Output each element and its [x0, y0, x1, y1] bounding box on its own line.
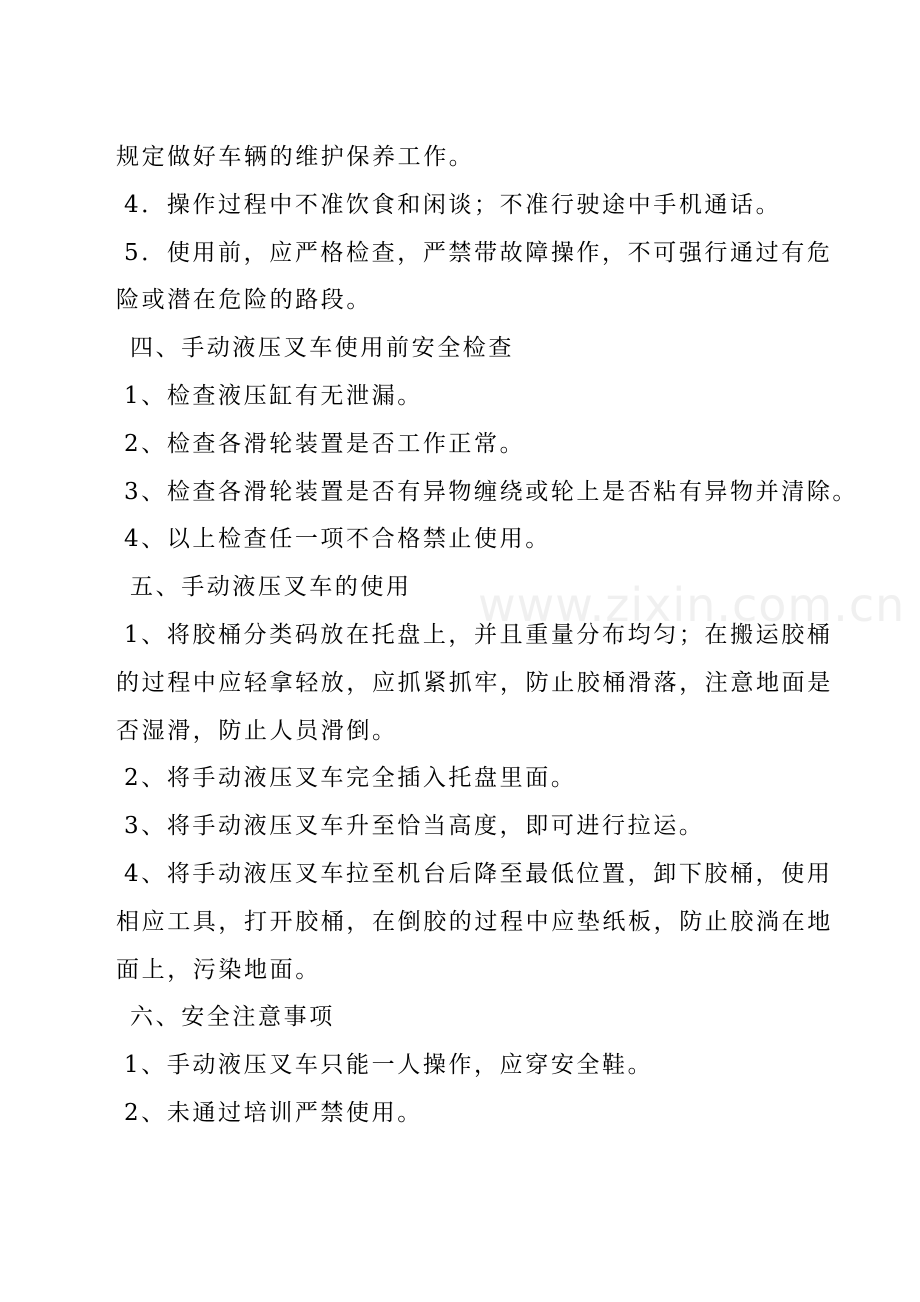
list-item-2: 2、未通过培训严禁使用。	[124, 1099, 423, 1126]
list-item-3: 3、检查各滑轮装置是否有异物缠绕或轮上是否粘有异物并清除。	[124, 478, 859, 505]
list-item-5: 5．使用前，应严格检查，严禁带故障操作，不可强行通过有危	[124, 239, 833, 266]
document-body	[116, 134, 859, 1138]
list-item-1: 1、检查液压缸有无泄漏。	[124, 382, 423, 409]
list-item-1: 1、将胶桶分类码放在托盘上，并且重量分布均匀；在搬运胶桶	[124, 621, 833, 648]
list-item-2: 2、检查各滑轮装置是否工作正常。	[124, 430, 526, 457]
paragraph-line: 相应工具，打开胶桶，在倒胶的过程中应垫纸板，防止胶淌在地	[116, 908, 833, 935]
watermark-text: www.zixin.com.cn	[478, 578, 906, 632]
paragraph-line: 规定做好车辆的维护保养工作。	[116, 144, 475, 170]
list-item-4: 4、将手动液压叉车拉至机台后降至最低位置，卸下胶桶，使用	[124, 860, 833, 887]
list-item-1: 1、手动液压叉车只能一人操作，应穿安全鞋。	[124, 1052, 654, 1079]
section-heading-5: 五、手动液压叉车的使用	[130, 574, 412, 601]
list-item-4: 4、以上检查任一项不合格禁止使用。	[124, 526, 551, 553]
paragraph-line: 险或潜在危险的路段。	[116, 287, 372, 314]
list-item-2: 2、将手动液压叉车完全插入托盘里面。	[124, 765, 577, 792]
list-item-4: 4．操作过程中不准饮食和闲谈；不准行驶途中手机通话。	[124, 191, 782, 218]
paragraph-line: 的过程中应轻拿轻放，应抓紧抓牢，防止胶桶滑落，注意地面是	[116, 669, 833, 696]
section-heading-6: 六、安全注意事项	[130, 1004, 335, 1031]
list-item-3: 3、将手动液压叉车升至恰当高度，即可进行拉运。	[124, 813, 705, 840]
section-heading-4: 四、手动液压叉车使用前安全检查	[130, 335, 514, 362]
paragraph-line: 否湿滑，防止人员滑倒。	[116, 717, 398, 744]
paragraph-line: 面上，污染地面。	[116, 956, 321, 983]
